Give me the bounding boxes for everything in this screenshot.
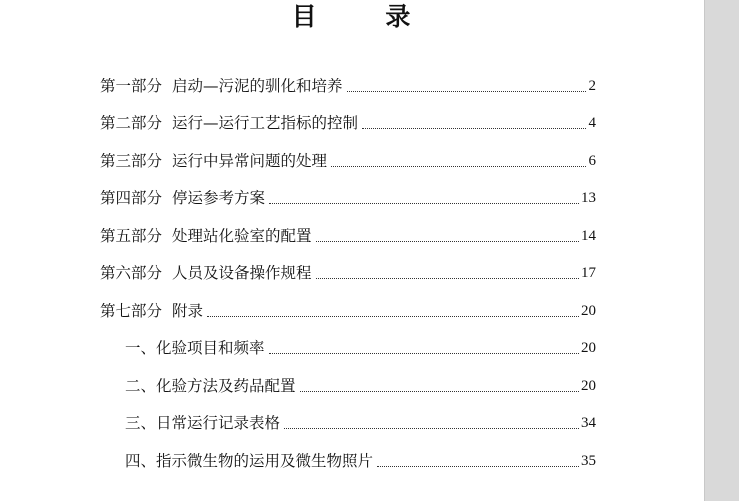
toc-dot-leader (207, 315, 579, 317)
toc-page-number: 4 (588, 115, 596, 131)
toc-page-number: 20 (581, 302, 596, 319)
toc-page-number: 17 (581, 265, 596, 281)
toc-dot-leader (269, 202, 579, 204)
toc-entry-part-3[interactable] (100, 137, 596, 175)
toc-dot-leader (362, 127, 586, 129)
toc-dot-leader (300, 390, 579, 392)
toc-subentry-number: 一、 (125, 339, 157, 357)
toc-subentry-number: 二、 (125, 376, 157, 395)
toc-entry-number: 第三部分 (100, 151, 163, 170)
toc-page-number: 20 (581, 340, 596, 356)
toc-entry-number: 第一部分 (100, 76, 163, 95)
toc-page-number: 2 (588, 77, 596, 94)
toc-entry-number: 第七部分 (100, 301, 163, 320)
toc-entry-label: 附录 (172, 301, 204, 320)
toc-entry-part-7[interactable] (100, 287, 596, 325)
toc-entry-label: 停运参考方案 (172, 189, 266, 207)
viewer-side-gutter (704, 0, 739, 501)
toc-page-number: 20 (581, 377, 596, 394)
toc-entry-number: 第四部分 (100, 189, 163, 207)
toc-page-number: 13 (581, 190, 596, 206)
toc-subentry-4[interactable] (100, 437, 596, 475)
toc-subentry-2[interactable] (100, 362, 596, 400)
toc-dot-leader (377, 465, 579, 467)
toc-page-number: 14 (581, 227, 596, 244)
toc-dot-leader (347, 90, 586, 92)
toc-entry-number: 第二部分 (100, 114, 163, 132)
toc-entry-label: 运行中异常问题的处理 (172, 151, 328, 170)
toc-dot-leader (316, 277, 579, 279)
toc-entry-label: 启动—污泥的驯化和培养 (172, 76, 343, 95)
toc-page-number: 6 (588, 152, 596, 169)
toc-entry-number: 第六部分 (100, 264, 163, 282)
toc-dot-leader (316, 240, 579, 242)
toc-entry-part-2[interactable] (100, 100, 596, 138)
toc-subentry-label: 指示微生物的运用及微生物照片 (156, 451, 374, 470)
toc-subentry-label: 日常运行记录表格 (156, 414, 281, 432)
toc-page-number: 35 (581, 452, 596, 469)
toc-dot-leader (331, 165, 586, 167)
page-title: 目 录 (291, 2, 441, 31)
toc-entry-part-1[interactable] (100, 62, 596, 100)
toc-dot-leader (284, 427, 579, 429)
toc-subentry-label: 化验项目和频率 (156, 339, 265, 357)
toc-subentry-number: 四、 (125, 451, 157, 470)
toc-subentry-3[interactable] (100, 400, 596, 438)
toc-entry-label: 处理站化验室的配置 (172, 226, 312, 245)
toc-entry-label: 人员及设备操作规程 (172, 264, 312, 282)
toc-page-number: 34 (581, 415, 596, 431)
toc-entry-number: 第五部分 (100, 226, 163, 245)
toc-entry-part-5[interactable] (100, 212, 596, 250)
toc-subentry-label: 化验方法及药品配置 (156, 376, 296, 395)
toc-subentry-1[interactable] (100, 325, 596, 363)
toc-subentry-number: 三、 (125, 414, 157, 432)
toc-entry-part-6[interactable] (100, 250, 596, 288)
toc-entry-part-4[interactable] (100, 175, 596, 213)
toc-dot-leader (269, 352, 579, 354)
table-of-contents (100, 62, 596, 475)
toc-entry-label: 运行—运行工艺指标的控制 (172, 114, 359, 132)
